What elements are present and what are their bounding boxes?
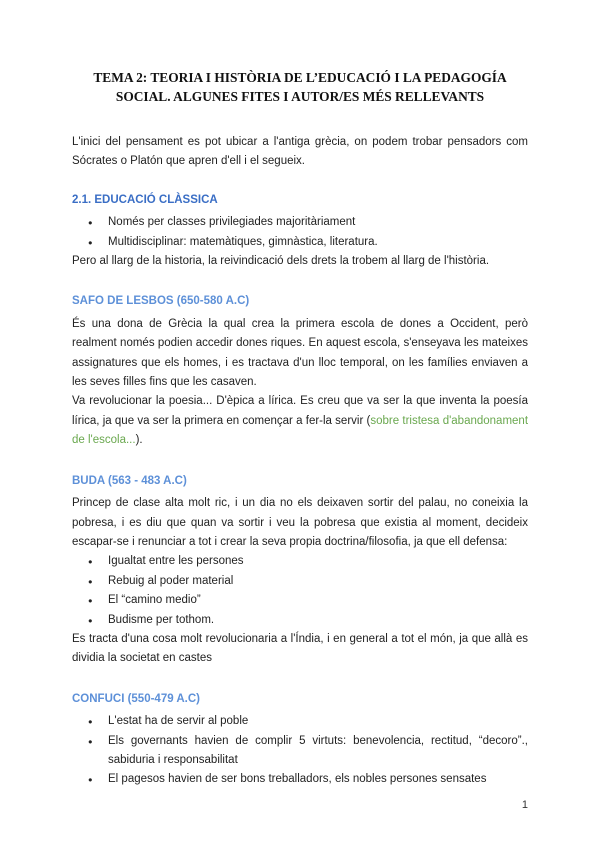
buda-paragraph: Princep de clase alta molt ric, i un dia no els deixaven sortir del palau, no coneixia la pobresa, i es diu que quan va sortir i veu la pobresa que existia al moment, decideix escapar-se i renunciar a tot i crear la seva propia doctrina/filosofia, ja que ell defensa: (72, 497, 528, 548)
title-line-1: TEMA 2: TEORIA I HISTÒRIA DE L’EDUCACIÓ I LA PEDAGOGÍA (93, 70, 507, 85)
title-line-2: SOCIAL. ALGUNES FITES I AUTOR/ES MÉS RELLEVANTS (115, 89, 485, 104)
educacio-classica-list (72, 213, 528, 252)
document-title (78, 68, 522, 106)
safo-p2-highlight: sobre tristesa d'abandonament de l'escola... (72, 414, 529, 447)
safo-paragraph-1: És una dona de Grècia la qual crea la primera escola de dones a Occident, però realment només podien accedir dones riques. En aquest escola, s'enseyava les mateixes assignatures que els homes, i es tractava d'un lloc temporal, on les famílies enviaven a les seves filles fins que les casaven. (72, 317, 528, 389)
buda-note: Es tracta d'una cosa molt revolucionaria a l'Índia, i en general a tot el món, ja que allà es dividia la societat en castes (72, 632, 528, 665)
list-item: ● L'estat ha de servir al poble (88, 712, 528, 731)
list-item: ● El “camino medio” (88, 591, 528, 610)
educacio-classica-note: Pero al llarg de la historia, la reivindicació dels drets la trobem al llarg de l'història. (72, 255, 490, 268)
page-number: 1 (521, 799, 528, 811)
safo-p2-end: ). (135, 434, 143, 447)
list-item: ● Rebuig al poder material (88, 572, 528, 591)
list-item: ● Budisme per tothom. (88, 611, 528, 630)
list-item: ● Només per classes privilegiades majoritàriament (88, 213, 528, 232)
safo-paragraph-2 (72, 392, 528, 450)
section-heading-educacio-classica: 2.1. EDUCACIÓ CLÀSSICA (72, 193, 218, 206)
list-item: ● El pagesos havien de ser bons treballadors, els nobles persones sensates (88, 770, 528, 789)
section-heading-confuci: CONFUCI (550-479 A.C) (72, 692, 201, 705)
section-heading-buda: BUDA (563 - 483 A.C) (72, 474, 187, 487)
section-heading-safo: SAFO DE LESBOS (650-580 A.C) (72, 295, 250, 308)
intro-paragraph: L'inici del pensament es pot ubicar a l'antiga grècia, on podem trobar pensadors com Sócrates o Platón que apren d'ell i el segueix. (72, 136, 528, 168)
safo-p2-text: Va revolucionar la poesia... D'èpica a lírica. Es creu que va ser la que inventa la poesía lírica, ja que va ser la primera en començar a fer-la servir ( (72, 395, 528, 427)
buda-list (72, 552, 528, 630)
list-item: ● Multidisciplinar: matemàtiques, gimnàstica, literatura. (88, 233, 528, 252)
list-item: ● Igualtat entre les persones (88, 552, 528, 571)
confuci-list (72, 712, 528, 790)
list-item: ● Els governants havien de complir 5 virtuts: benevolencia, rectitud, “decoro”., sabiduria i responsabilitat (88, 732, 528, 771)
